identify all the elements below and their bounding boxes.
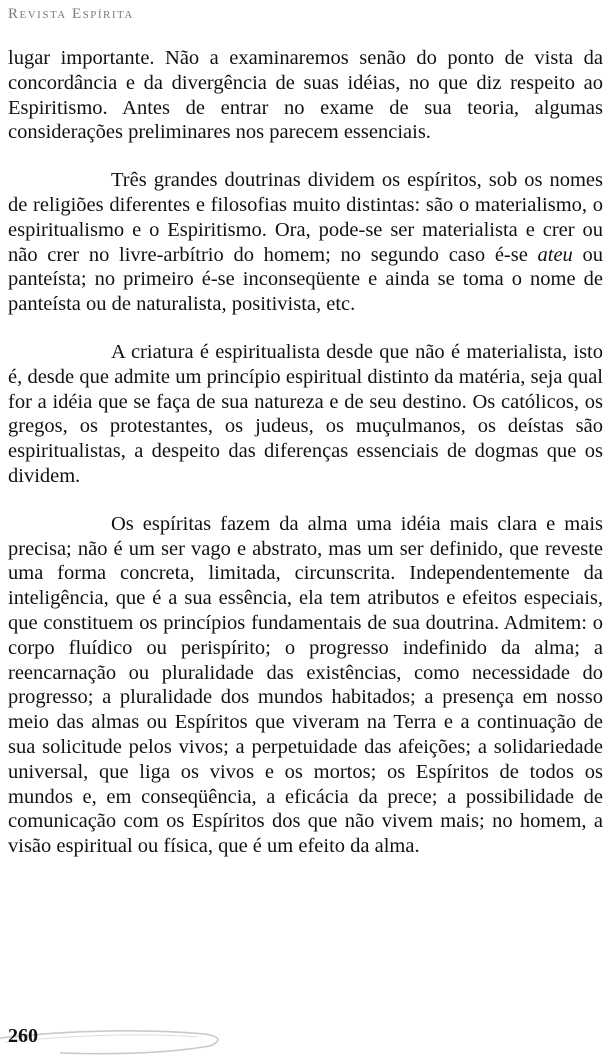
paragraph-2-text-before: Três grandes doutrinas dividem os espíritos, sob os nomes de religiões diferentes e filosofias muito distintas: são o materialismo, o espiritualismo e o Espiritismo. Ora, pode-se ser materialista e crer ou não crer no livre-arbítrio do homem; no segundo caso é-se	[8, 169, 603, 266]
paragraph-2-emphasis: ateu	[537, 243, 573, 266]
paragraph-2-text-after: ou panteísta; no primeiro é-se inconseqüente e ainda se toma o nome de panteísta ou de naturalista, positivista, etc.	[8, 243, 604, 316]
paragraph-4: Os espíritas fazem da alma uma idéia mais clara e mais precisa; não é um ser vago e abstrato, mas um ser definido, que reveste uma forma concreta, limitada, circunscrita. Independentemente da inteligência, que é a sua essência, ela tem atributos e efeitos especiais, que constituem os princípios fundamentais de sua doutrina. Admitem: o corpo fluídico ou perispírito; o progresso indefinido da alma; a reencarnação ou pluralidade das existências, como necessidade do progresso; a pluralidade dos mundos habitados; a presença em nosso meio das almas ou Espíritos que viveram na Terra e a continuação de sua solicitude pelos vivos; a perpetuidade das afeições; a solidariedade universal, que liga os vivos e os mortos; os Espíritos de todos os mundos e, em conseqüência, a eficácia da prece; a possibilidade de comunicação com os Espíritos dos que não vivem mais; no homem, a visão espiritual ou física, que é um efeito da alma.	[8, 512, 603, 858]
paragraph-1: lugar importante. Não a examinaremos senão do ponto de vista da concordância e da divergência de suas idéias, no que diz respeito ao Espiritismo. Antes de entrar no exame de sua teoria, algumas considerações preliminares nos parecem essenciais.	[8, 47, 603, 144]
paragraph-2	[8, 168, 603, 317]
running-header: Revista Espírita	[8, 6, 134, 22]
footer-swoosh-ornament	[0, 1020, 260, 1057]
page-number: 260	[8, 1025, 38, 1047]
paragraph-3: A criatura é espiritualista desde que não é materialista, isto é, desde que admite um princípio espiritual distinto da matéria, seja qual for a idéia que se faça de sua natureza e de seu destino. Os católicos, os gregos, os protestantes, os judeus, os muçulmanos, os deístas são espiritualistas, a despeito das diferenças essenciais de dogmas que os dividem.	[8, 340, 603, 487]
page-body	[8, 46, 603, 882]
